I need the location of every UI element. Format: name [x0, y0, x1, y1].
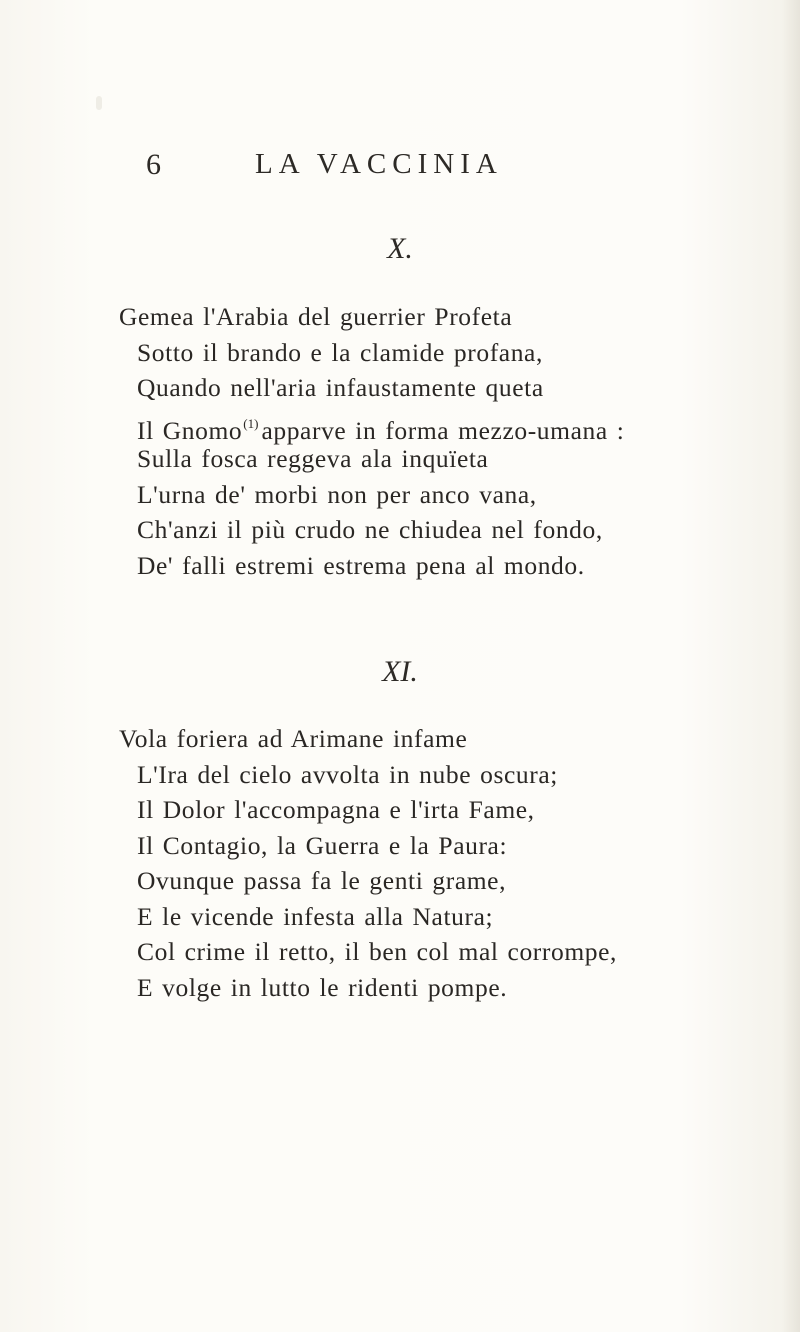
footnote-reference: (1) — [243, 415, 259, 431]
verse-line: L'Ira del cielo avvolta in nube oscura; — [137, 759, 558, 789]
verse-line: E volge in lutto le ridenti pompe. — [137, 972, 508, 1002]
running-title: LA VACCINIA — [255, 148, 503, 180]
verse-line: Il Dolor l'accompagna e l'irta Fame, — [137, 795, 535, 824]
stanza-number-x — [0, 232, 800, 266]
verse-line-start: Il Gnomo — [137, 415, 243, 445]
stanza-number-label: X. — [387, 232, 413, 265]
verse-line: Ch'anzi il più crudo ne chiudea nel fondo, — [137, 515, 603, 544]
paper-mark — [96, 96, 102, 110]
stanza-number-label: XI. — [382, 655, 418, 688]
verse-line: Vola foriera ad Arimane infame — [119, 724, 468, 753]
verse-line: Sotto il brando e la clamide profana, — [137, 337, 543, 367]
verse-line: Sulla fosca reggeva ala inquïeta — [137, 444, 489, 473]
verse-line: Quando nell'aria infaustamente queta — [137, 373, 544, 402]
verse-line: Col crime il retto, il ben col mal corrompe, — [137, 937, 618, 966]
page-number: 6 — [146, 148, 162, 181]
stanza-x — [0, 299, 800, 583]
verse-line: Il Contagio, la Guerra e la Paura: — [137, 830, 508, 860]
verse-line: Ovunque passa fa le genti grame, — [137, 866, 507, 895]
running-head — [0, 148, 800, 188]
verse-line: De' falli estremi estrema pena al mondo. — [137, 550, 585, 580]
verse-line-end: apparve in forma mezzo-umana : — [261, 415, 625, 445]
verse-line: Gemea l'Arabia del guerrier Profeta — [119, 302, 513, 331]
verse-line — [0, 406, 800, 445]
stanza-xi — [0, 721, 800, 1005]
verse-line: L'urna de' morbi non per anco vana, — [137, 479, 537, 509]
verse-line: E le vicende infesta alla Natura; — [137, 901, 494, 931]
stanza-number-xi — [0, 655, 800, 689]
